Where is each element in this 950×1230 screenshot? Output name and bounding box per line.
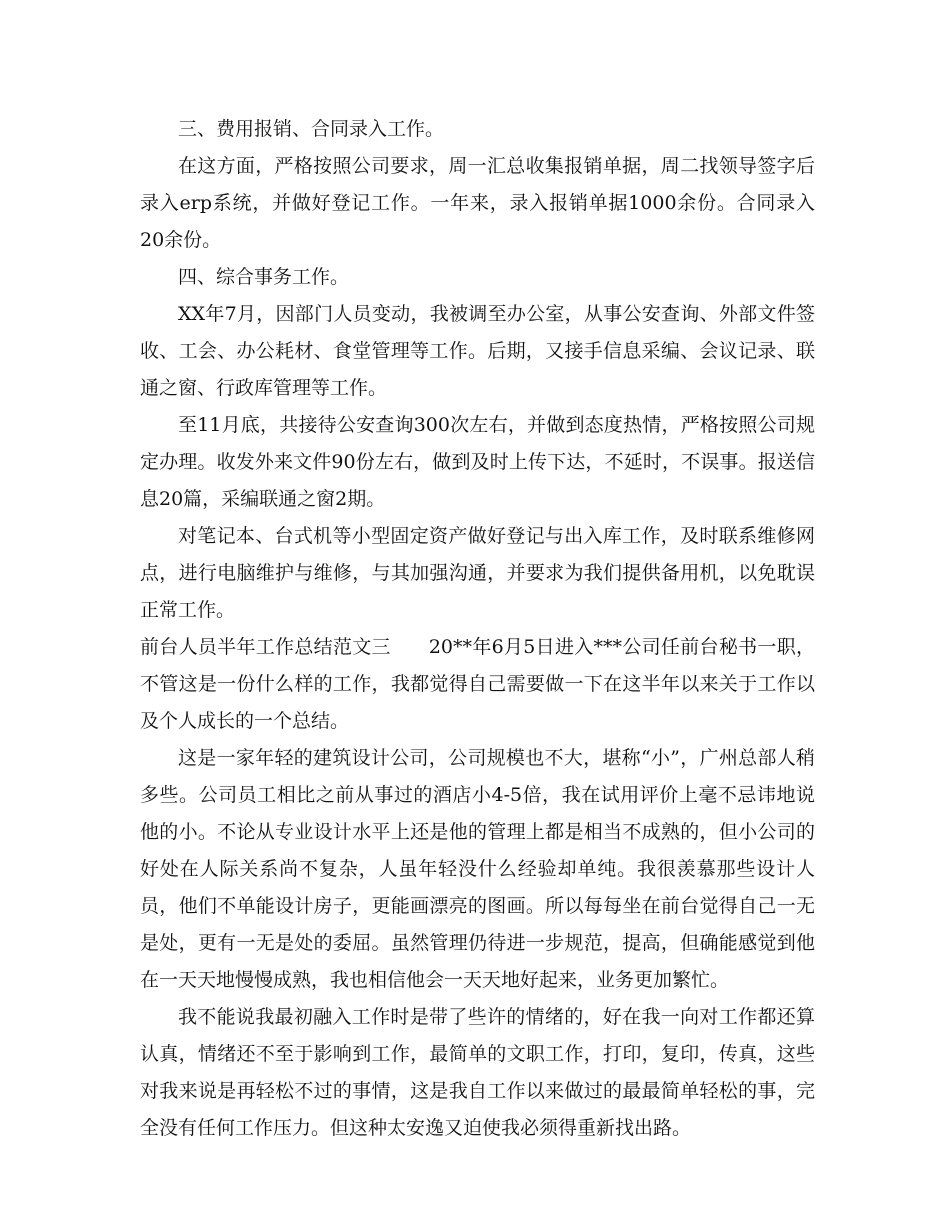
section-heading-4: 四、综合事务工作。 [178,266,350,288]
paragraph-mindset: 我不能说我最初融入工作时是带了些许的情绪的，好在我一向对工作都还算认真，情绪还不至于影响到工作，最简单的文职工作，打印，复印，传真，这些对我来说是再轻松不过的事情，这是我自工作以来做过的最最简单轻松的事，完全没有任何工作压力。但这种太安逸又迫使我必须得重新找出路。 [140,1006,815,1139]
paragraph-transfer: XX年7月，因部门人员变动，我被调至办公室，从事公安查询、外部文件签收、工会、办公耗材、食堂管理等工作。后期，又接手信息采编、会议记录、联通之窗、行政库管理等工作。 [140,303,815,399]
article-title: 前台人员半年工作总结范文三 [140,636,391,658]
paragraph-assets: 对笔记本、台式机等小型固定资产做好登记与出入库工作，及时联系维修网点，进行电脑维护与维修，与其加强沟通，并要求为我们提供备用机，以免耽误正常工作。 [140,525,815,621]
paragraph-company: 这是一家年轻的建筑设计公司，公司规模也不大，堪称“小”，广州总部人稍多些。公司员工相比之前从事过的酒店小4-5倍，我在试用评价上毫不忌讳地说他的小。不论从专业设计水平上还是他的管理上都是相当不成熟的，但小公司的好处在人际关系尚不复杂，人虽年轻没什么经验却单纯。我很羡慕那些设计人员，他们不单能设计房子，更能画漂亮的图画。所以每每坐在前台觉得自己一无是处，更有一无是处的委屈。虽然管理仍待进一步规范，提高，但确能感觉到他在一天天地慢慢成熟，我也相信他会一天天地好起来，业务更加繁忙。 [140,747,815,991]
paragraph-expense: 在这方面，严格按照公司要求，周一汇总收集报销单据，周二找领导签字后录入erp系统，并做好登记工作。一年来，录入报销单据1000余份。合同录入20余份。 [140,155,815,251]
title-gap [391,636,429,658]
section-heading-3: 三、费用报销、合同录入工作。 [178,118,445,140]
paragraph-statistics: 至11月底，共接待公安查询300次左右，并做到态度热情，严格按照公司规定办理。收发外来文件90份左右，做到及时上传下达，不延时，不误事。报送信息20篇，采编联通之窗2期。 [140,414,815,510]
article-intro: 20**年6月5日进入***公司任前台秘书一职，不管这是一份什么样的工作，我都觉得自己需要做一下在这半年以来关于工作以及个人成长的一个总结。 [140,636,815,732]
paragraph-summary-intro [140,629,815,740]
document-page [140,111,815,1147]
